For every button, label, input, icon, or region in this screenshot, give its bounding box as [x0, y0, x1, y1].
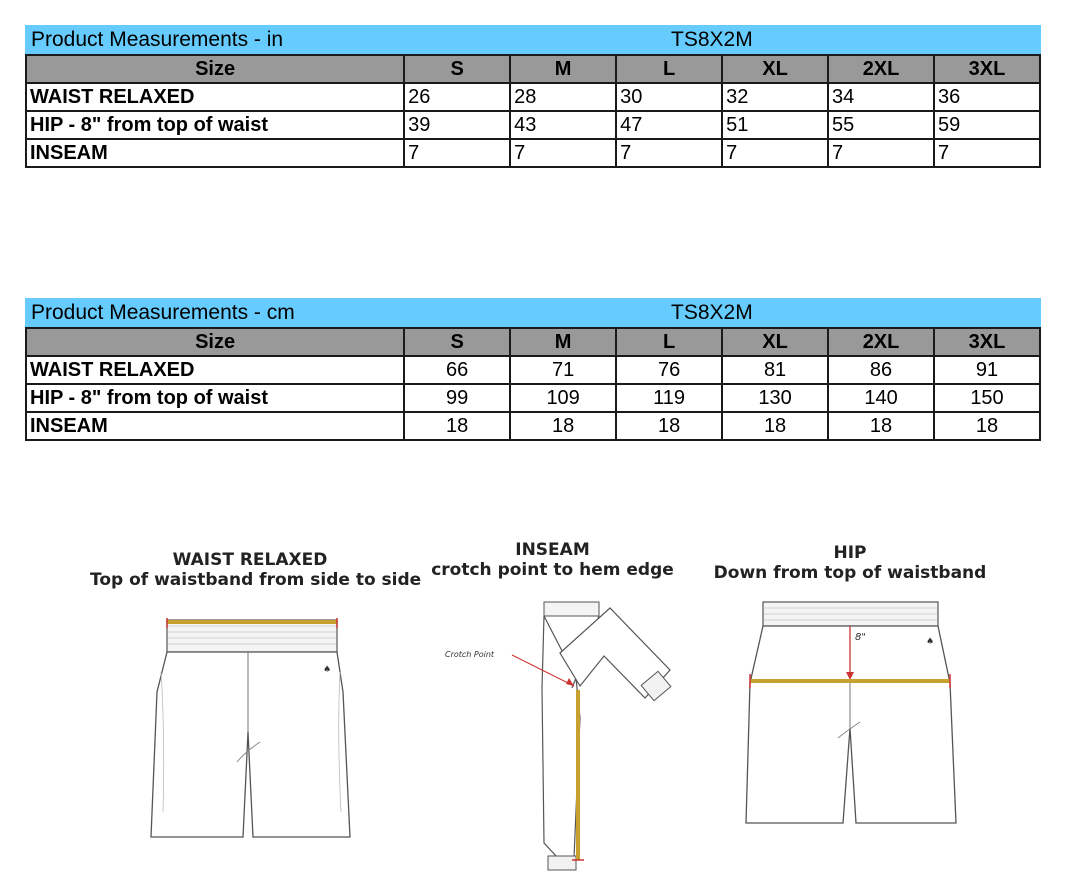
cell: 86: [828, 356, 934, 384]
header-2xl: 2XL: [828, 55, 934, 83]
row-label: INSEAM: [26, 139, 404, 167]
waist-diagram-title: [90, 550, 422, 590]
product-code: TS8X2M: [671, 301, 753, 324]
table-row: [26, 83, 1040, 111]
row-label: WAIST RELAXED: [26, 356, 404, 384]
cell: 18: [828, 412, 934, 440]
header-l: L: [616, 55, 722, 83]
cell: 119: [616, 384, 722, 412]
header-m: M: [510, 328, 616, 356]
inseam-subtitle: crotch point to hem edge: [431, 560, 674, 580]
cell: 59: [934, 111, 1040, 139]
table-row: [26, 139, 1040, 167]
cell: 7: [510, 139, 616, 167]
table-row: [26, 356, 1040, 384]
cell: 39: [404, 111, 510, 139]
cell: 140: [828, 384, 934, 412]
waist-subtitle: Top of waistband from side to side: [90, 570, 422, 590]
size-table: [25, 54, 1041, 168]
row-label: INSEAM: [26, 412, 404, 440]
waist-title: WAIST RELAXED: [172, 550, 328, 570]
table-title-bar: [25, 298, 1041, 327]
header-xl: XL: [722, 328, 828, 356]
cell: 47: [616, 111, 722, 139]
row-label: HIP - 8" from top of waist: [26, 384, 404, 412]
table-row: [26, 111, 1040, 139]
cell: 7: [934, 139, 1040, 167]
cell: 18: [616, 412, 722, 440]
header-2xl: 2XL: [828, 328, 934, 356]
table-title: Product Measurements - cm: [31, 301, 295, 324]
cell: 7: [616, 139, 722, 167]
table-title: Product Measurements - in: [31, 28, 284, 51]
inseam-jogger-illustration: [500, 598, 690, 873]
cell: 7: [828, 139, 934, 167]
table-row: [26, 412, 1040, 440]
cell: 34: [828, 83, 934, 111]
size-table: [25, 327, 1041, 441]
cell: 7: [722, 139, 828, 167]
cell: 18: [722, 412, 828, 440]
cell: 18: [934, 412, 1040, 440]
hip-diagram-title: [705, 543, 995, 583]
cell: 81: [722, 356, 828, 384]
cell: 18: [510, 412, 616, 440]
cell: 7: [404, 139, 510, 167]
inseam-diagram-title: [420, 540, 685, 580]
cell: 28: [510, 83, 616, 111]
hip-subtitle: Down from top of waistband: [713, 563, 987, 583]
svg-text:♠: ♠: [323, 665, 332, 675]
svg-text:♠: ♠: [926, 637, 935, 647]
waist-shorts-illustration: [145, 612, 360, 852]
row-label: HIP - 8" from top of waist: [26, 111, 404, 139]
cell: 150: [934, 384, 1040, 412]
cell: 109: [510, 384, 616, 412]
header-row: [26, 55, 1040, 83]
hip-shorts-illustration: [738, 598, 963, 838]
measurements-table-inches: [25, 25, 1041, 168]
header-size: Size: [26, 328, 404, 356]
cell: 99: [404, 384, 510, 412]
product-code: TS8X2M: [671, 28, 753, 51]
cell: 66: [404, 356, 510, 384]
row-label: WAIST RELAXED: [26, 83, 404, 111]
cell: 43: [510, 111, 616, 139]
cell: 51: [722, 111, 828, 139]
cell: 71: [510, 356, 616, 384]
table-title-bar: [25, 25, 1041, 54]
cell: 18: [404, 412, 510, 440]
header-xl: XL: [722, 55, 828, 83]
header-m: M: [510, 55, 616, 83]
header-3xl: 3XL: [934, 328, 1040, 356]
crotch-point-label: Crotch Point: [445, 650, 495, 659]
cell: 36: [934, 83, 1040, 111]
header-row: [26, 328, 1040, 356]
cell: 76: [616, 356, 722, 384]
eight-inch-marker: 8": [855, 632, 866, 643]
inseam-title: INSEAM: [515, 540, 590, 560]
hip-title: HIP: [833, 543, 867, 563]
measurements-table-cm: [25, 298, 1041, 441]
header-s: S: [404, 55, 510, 83]
header-s: S: [404, 328, 510, 356]
cell: 30: [616, 83, 722, 111]
cell: 91: [934, 356, 1040, 384]
header-l: L: [616, 328, 722, 356]
cell: 32: [722, 83, 828, 111]
header-3xl: 3XL: [934, 55, 1040, 83]
cell: 130: [722, 384, 828, 412]
cell: 26: [404, 83, 510, 111]
table-row: [26, 384, 1040, 412]
header-size: Size: [26, 55, 404, 83]
cell: 55: [828, 111, 934, 139]
